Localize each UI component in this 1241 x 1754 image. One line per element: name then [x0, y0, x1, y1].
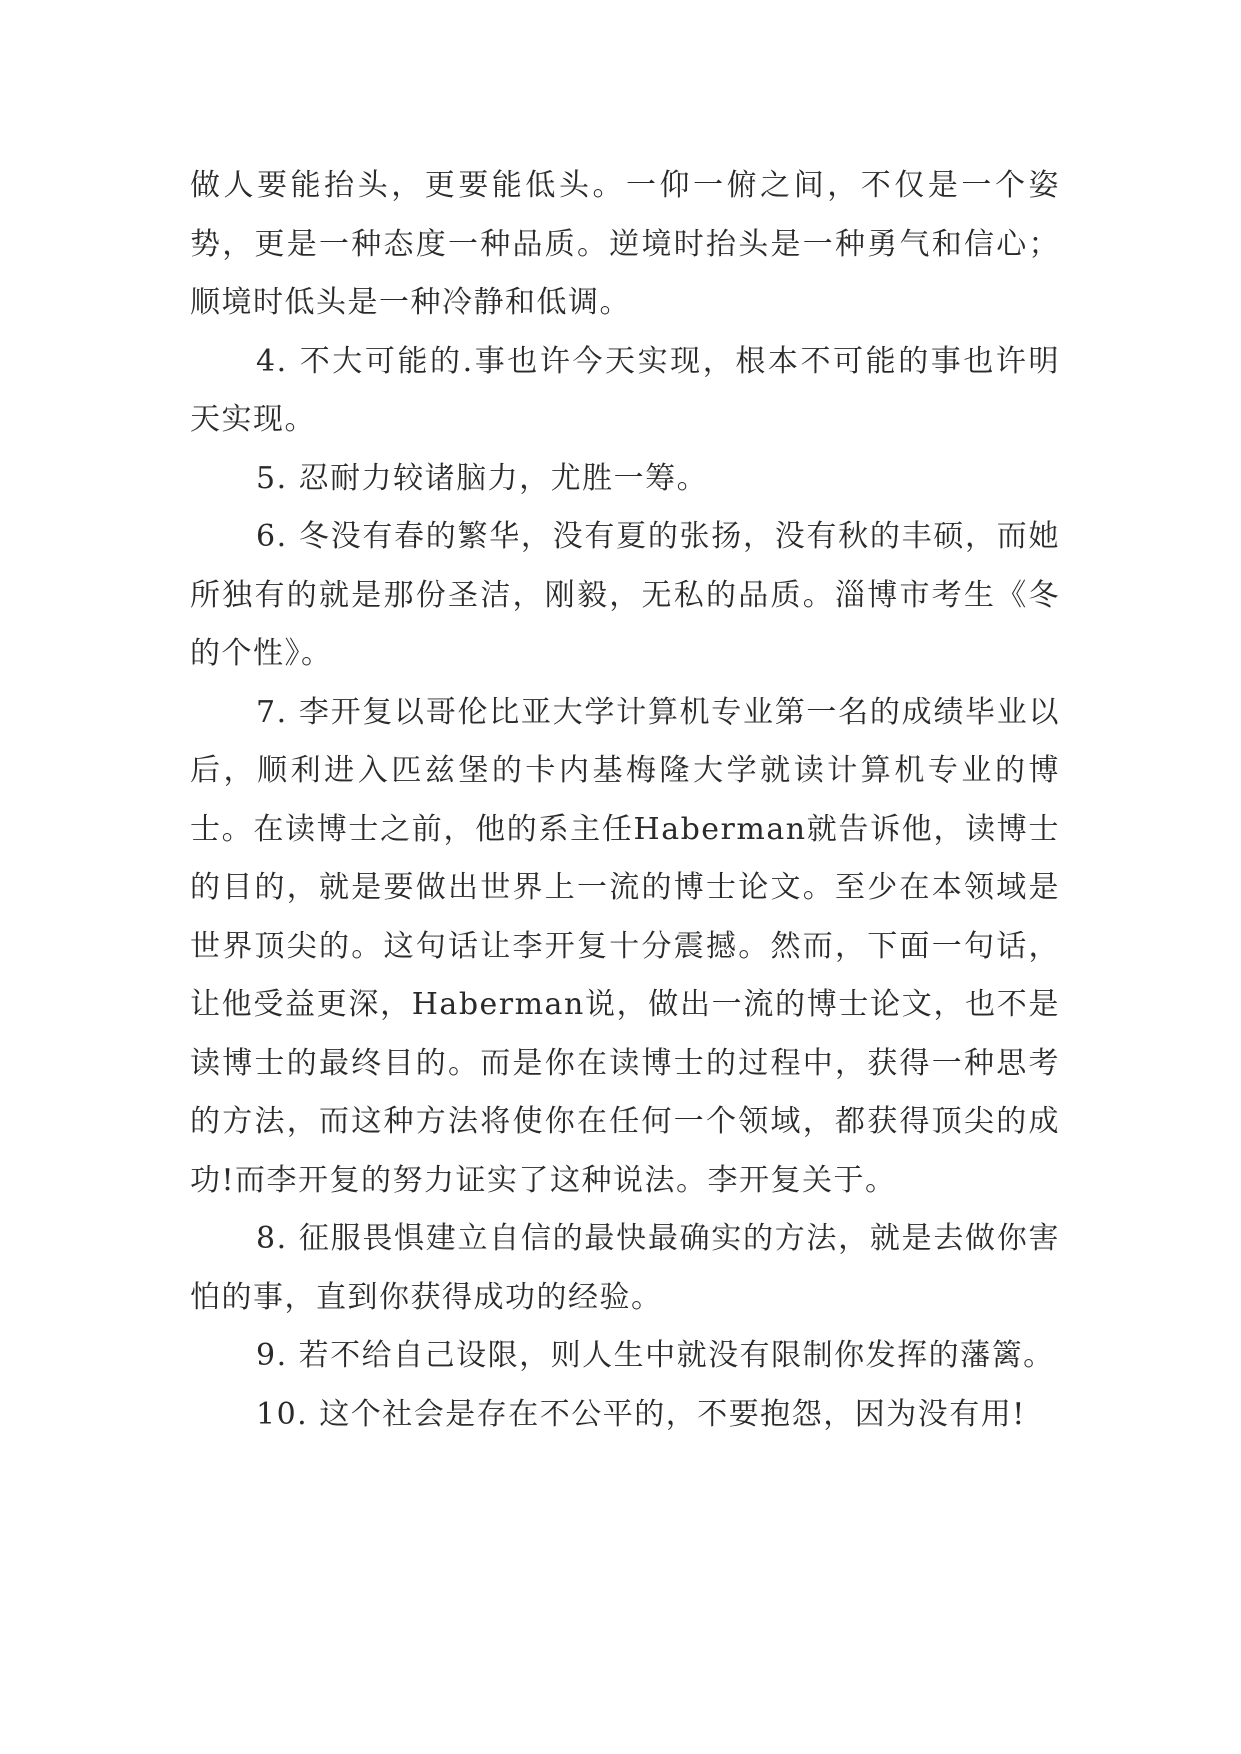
paragraph-intro: 做人要能抬头，更要能低头。一仰一俯之间，不仅是一个姿势，更是一种态度一种品质。逆境时抬头是一种勇气和信心；顺境时低头是一种冷静和低调。 — [190, 168, 1060, 320]
paragraph-item-6: 6. 冬没有春的繁华，没有夏的张扬，没有秋的丰硕，而她所独有的就是那份圣洁，刚毅，无私的品质。淄博市考生《冬的个性》。 — [190, 519, 1060, 671]
paragraph-item-10: 10. 这个社会是存在不公平的，不要抱怨，因为没有用! — [256, 1396, 1026, 1432]
document-body — [190, 157, 1060, 1444]
paragraph-item-5: 5. 忍耐力较诸脑力，尤胜一筹。 — [256, 460, 709, 496]
paragraph-item-7: 7. 李开复以哥伦比亚大学计算机专业第一名的成绩毕业以后，顺利进入匹兹堡的卡内基梅隆大学就读计算机专业的博士。在读博士之前，他的系主任Haberman就告诉他，读博士的目的，就是要做出世界上一流的博士论文。至少在本领域是世界顶尖的。这句话让李开复十分震撼。然而，下面一句话，让他受益更深，Haberman说，做出一流的博士论文，也不是读博士的最终目的。而是你在读博士的过程中，获得一种思考的方法，而这种方法将使你在任何一个领域，都获得顶尖的成功!而李开复的努力证实了这种说法。李开复关于。 — [190, 694, 1060, 1198]
paragraph-item-8: 8. 征服畏惧建立自信的最快最确实的方法，就是去做你害怕的事，直到你获得成功的经验。 — [190, 1221, 1060, 1315]
paragraph-item-4: 4. 不大可能的.事也许今天实现，根本不可能的事也许明天实现。 — [190, 343, 1060, 437]
paragraph-item-9: 9. 若不给自己设限，则人生中就没有限制你发挥的藩篱。 — [256, 1338, 1055, 1373]
